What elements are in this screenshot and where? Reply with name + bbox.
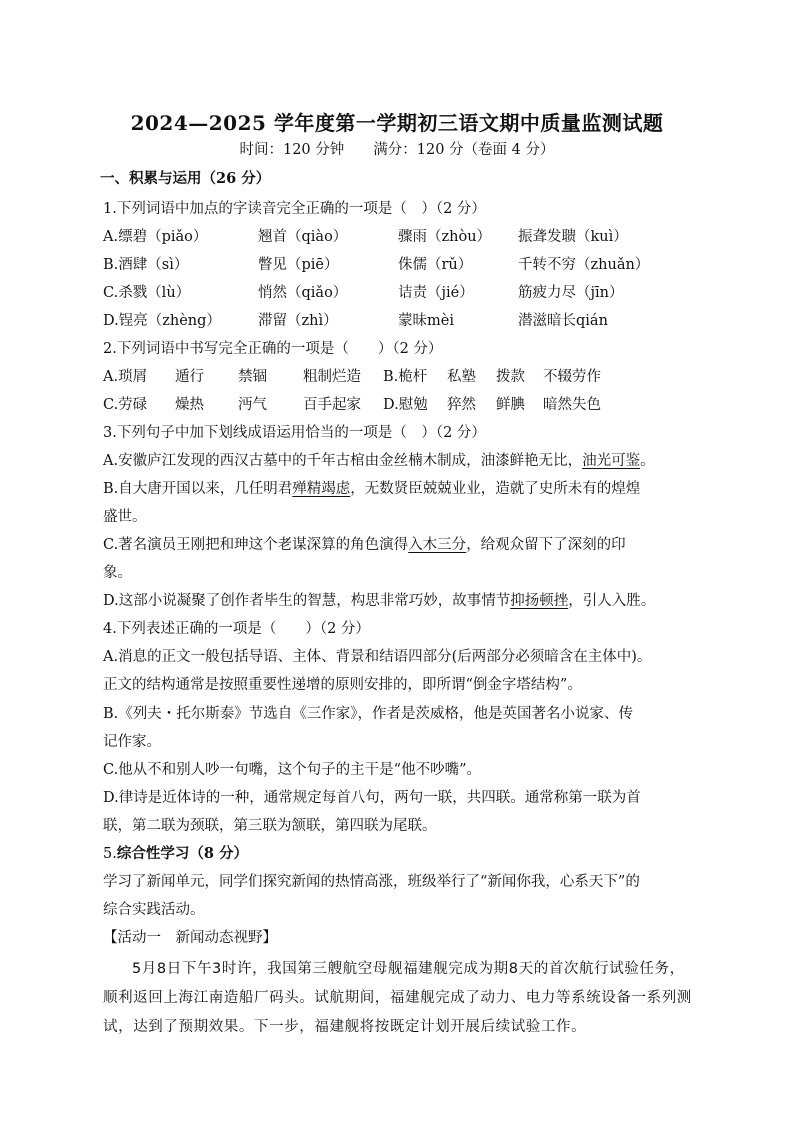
q3-option-c-cont: 象。: [103, 565, 132, 581]
q4-option-d: D.律诗是近体诗的一种，通常规定每首八句，两句一联，共四联。通常称第一联为首: [103, 790, 641, 806]
q5-heading: [103, 844, 248, 864]
q2-row1-item: B.桅杆: [383, 369, 428, 385]
q3-a-end: 。: [640, 453, 655, 469]
q3-option-b-cont: 盛世。: [103, 509, 147, 525]
q3-d-text: D.这部小说凝聚了创作者毕生的智慧，构思非常巧妙，故事情节: [103, 593, 511, 609]
q4-option-d-cont: 联，第二联为颈联，第三联为颔联，第四联为尾联。: [103, 818, 437, 834]
q1-option-d: [103, 311, 221, 331]
q1-d-label: D.: [103, 313, 119, 329]
q2-row2-item: 燥热: [175, 397, 204, 413]
q2-row1-item: 禁锢: [238, 369, 267, 385]
q2-row1-item: 粗制烂造: [303, 369, 361, 385]
q1-a-word2: 翘首（qiào）: [258, 229, 348, 245]
q3-option-c: [103, 535, 626, 555]
q1-stem: 1.下列词语中加点的字读音完全正确的一项是（ ）（2 分）: [103, 201, 486, 217]
q2-row2-item: 沔气: [238, 397, 267, 413]
q1-a-word4: 振聋发聩（kuì）: [518, 229, 628, 245]
q1-c-word2: 悄然（qiǎo）: [258, 285, 348, 301]
q3-c-text: C.著名演员王刚把和珅这个老谋深算的角色演得: [103, 537, 409, 553]
q5-news-passage: 5月8日下午3时许，我国第三艘航空母舰福建舰完成为期8天的首次航行试验任务，顺利返回上海江南造船厂码头。试航期间，福建舰完成了动力、电力等系统设备一系列测试，达到了预期效果。下一步，福建舰将按既定计划开展后续试验工作。: [103, 961, 692, 1035]
q5-number: 5.: [103, 846, 117, 862]
q3-option-d: [103, 591, 655, 611]
q1-b-word1: 酒肆（sì）: [118, 257, 189, 273]
q3-stem: 3.下列句子中加下划线成语运用恰当的一项是（ ）（2 分）: [103, 425, 486, 441]
q1-b-word2: 瞥见（piē）: [258, 257, 339, 273]
q2-row2-item: 暗然失色: [543, 397, 601, 413]
q3-c-idiom: 入木三分: [408, 537, 467, 553]
q3-a-idiom: 油光可鉴: [582, 453, 641, 469]
q2-row2-item: D.慰勉: [383, 397, 428, 413]
q2-row1-item: 遁行: [175, 369, 204, 385]
section-heading: 一、积累与运用（26 分）: [100, 170, 271, 187]
q2-row1-item: 不辍劳作: [543, 369, 601, 385]
q1-b-word3: 侏儒（rǔ）: [398, 257, 473, 273]
q5-activity-heading: 【活动一 新闻动态视野】: [103, 930, 277, 946]
q3-d-end: ，引人入胜。: [568, 593, 656, 609]
q3-option-a: [103, 451, 655, 471]
q1-d-word3: 蒙昧mèi: [398, 313, 454, 329]
q2-row1-item: 拨款: [496, 369, 525, 385]
q3-option-b: [103, 479, 640, 499]
q2-row1-item: A.琐屑: [103, 369, 148, 385]
q1-c-word1: 杀戮（lù）: [118, 285, 191, 301]
q1-c-word3: 诘责（jié）: [398, 285, 474, 301]
q1-d-word4: 潜滋暗长qián: [518, 313, 608, 329]
q1-a-label: A.: [103, 229, 119, 245]
q5-intro: 学习了新闻单元，同学们探究新闻的热情高涨，班级举行了“新闻你我，心系天下”的: [103, 874, 640, 890]
exam-subtitle: 时间：120 分钟 满分：120 分（卷面 4 分）: [239, 142, 555, 158]
q3-d-idiom: 抑扬顿挫: [510, 593, 569, 609]
q2-row2-item: 百手起家: [303, 397, 361, 413]
q1-a-word1: 缥碧（piǎo）: [118, 229, 208, 245]
q2-row2-item: C.劳碌: [103, 397, 148, 413]
q5-title: 综合性学习（8 分）: [116, 845, 248, 862]
q4-option-b-cont: 记作家。: [103, 734, 161, 750]
q3-b-end: ，无数贤臣兢兢业业，造就了史所未有的煌煌: [350, 481, 641, 497]
q1-d-word2: 滞留（zhì）: [258, 313, 338, 329]
q2-row2-item: 猝然: [447, 397, 476, 413]
q3-b-text: B.自大唐开国以来，几任明君: [103, 481, 293, 497]
q2-row1-item: 私塾: [447, 369, 476, 385]
q1-b-label: B.: [103, 257, 119, 273]
exam-title: 2024—2025 学年度第一学期初三语文期中质量监测试题: [130, 111, 664, 135]
q1-d-word1: 锃亮（zhèng）: [118, 313, 221, 329]
q4-option-b: B.《列夫・托尔斯泰》节选自《三作家》，作者是茨威格，他是英国著名小说家、传: [103, 706, 634, 722]
q4-stem: 4.下列表述正确的一项是（ ）（2 分）: [103, 621, 370, 637]
q4-option-a-cont: 正文的结构通常是按照重要性递增的原则安排的，即所谓“倒金字塔结构”。: [103, 677, 582, 693]
q5-intro-cont: 综合实践活动。: [103, 902, 205, 918]
q1-option-a: [103, 227, 207, 247]
q3-c-end: ，给观众留下了深刻的印: [466, 537, 626, 553]
q1-option-c: [103, 283, 190, 303]
q1-option-b: [103, 255, 188, 275]
q4-option-c: C.他从不和别人吵一句嘴，这个句子的主干是“他不吵嘴”。: [103, 762, 482, 778]
q4-option-a: A.消息的正文一般包括导语、主体、背景和结语四部分(后两部分必须暗含在主体中)。: [103, 649, 652, 665]
q3-a-text: A.安徽庐江发现的西汉古墓中的千年古棺由金丝楠木制成，油漆鲜艳无比，: [103, 453, 583, 469]
q2-row2-item: 鲜腆: [496, 397, 525, 413]
q3-b-idiom: 殚精竭虑: [292, 481, 351, 497]
q1-c-label: C.: [103, 285, 119, 301]
q1-a-word3: 骤雨（zhòu）: [398, 229, 492, 245]
q1-b-word4: 千转不穷（zhuǎn）: [518, 257, 650, 273]
q1-c-word4: 筋疲力尽（jīn）: [518, 285, 624, 301]
q2-stem: 2.下列词语中书写完全正确的一项是（ ）（2 分）: [103, 341, 443, 357]
